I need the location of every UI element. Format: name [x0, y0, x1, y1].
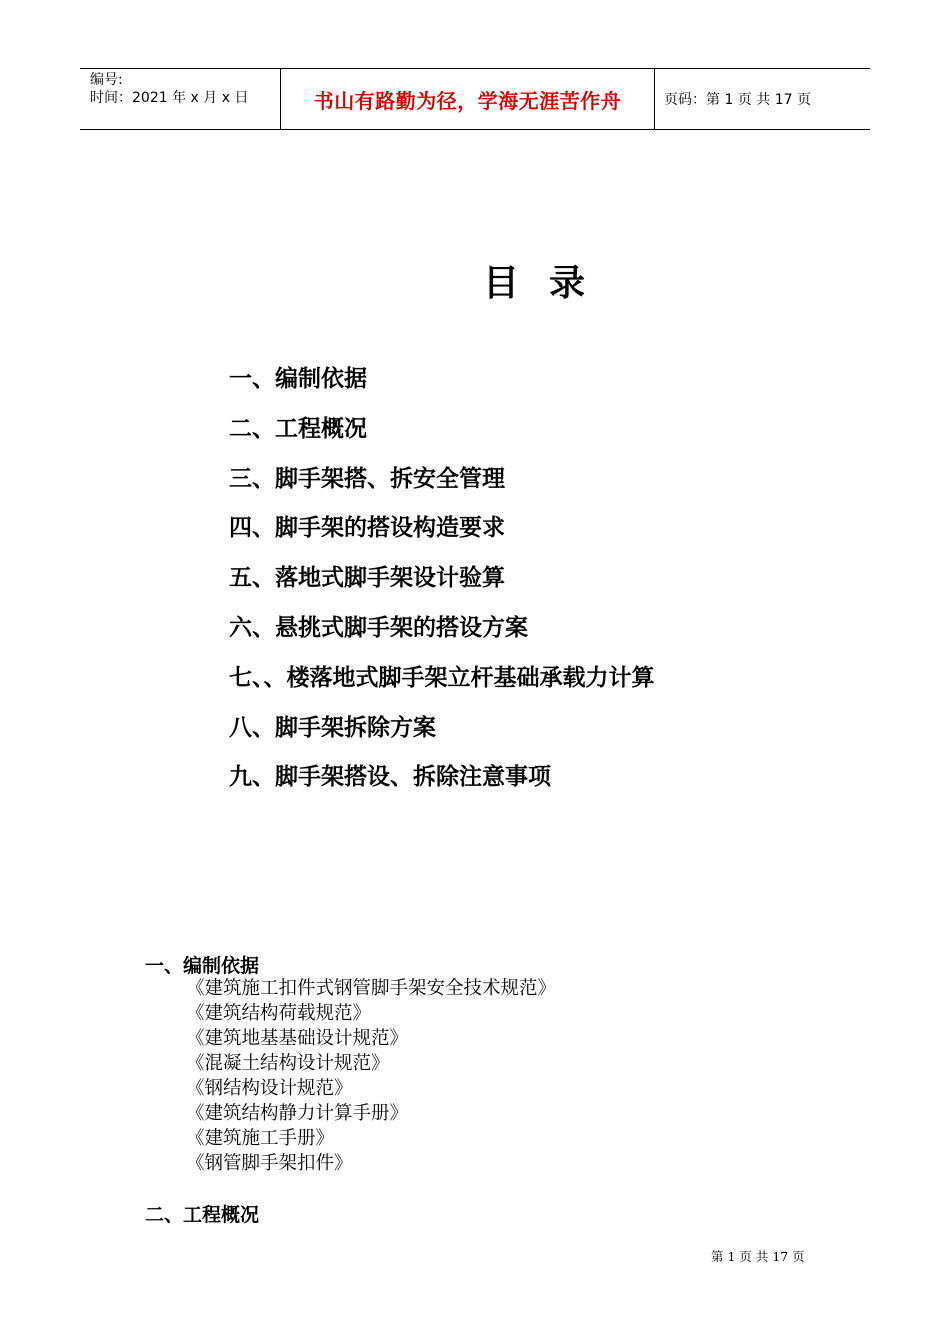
toc-item: 四、脚手架的搭设构造要求 [229, 515, 505, 542]
header-page-number: 页码：第 1 页 共 17 页 [664, 92, 811, 108]
document-number-label: 编号: [90, 72, 123, 88]
reference-item: 《建筑地基基础设计规范》 [186, 1028, 409, 1049]
reference-item: 《建筑施工手册》 [186, 1128, 335, 1149]
reference-list [186, 976, 556, 1176]
toc-title: 目录 [482, 262, 615, 304]
toc-item: 七、、楼落地式脚手架立杆基础承载力计算 [229, 664, 655, 691]
reference-item: 《钢管脚手架扣件》 [186, 1153, 353, 1174]
toc-item: 二、工程概况 [229, 415, 367, 442]
header-motto: 书山有路勤为径，学海无涯苦作舟 [281, 69, 655, 129]
reference-item: 《混凝土结构设计规范》 [186, 1053, 390, 1074]
toc-item: 八、脚手架拆除方案 [229, 714, 436, 741]
section-heading-overview: 二、工程概况 [145, 1204, 260, 1226]
toc-item: 九、脚手架搭设、拆除注意事项 [229, 764, 551, 791]
reference-item: 《建筑施工扣件式钢管脚手架安全技术规范》 [186, 978, 557, 999]
document-header [80, 68, 870, 130]
table-of-contents [229, 361, 655, 809]
reference-item: 《建筑结构荷载规范》 [186, 1003, 372, 1024]
document-date-label: 时间：2021 年 x 月 x 日 [90, 90, 249, 106]
toc-item: 三、脚手架搭、拆安全管理 [229, 465, 505, 492]
section-heading-basis: 一、编制依据 [145, 955, 260, 977]
reference-item: 《钢结构设计规范》 [186, 1078, 353, 1099]
page-footer: 第 1 页 共 17 页 [711, 1249, 805, 1264]
toc-item: 六、悬挑式脚手架的搭设方案 [229, 614, 528, 641]
reference-item: 《建筑结构静力计算手册》 [186, 1103, 409, 1124]
header-meta-cell [80, 69, 281, 129]
toc-item: 五、落地式脚手架设计验算 [229, 565, 505, 592]
toc-item: 一、编制依据 [229, 366, 367, 392]
